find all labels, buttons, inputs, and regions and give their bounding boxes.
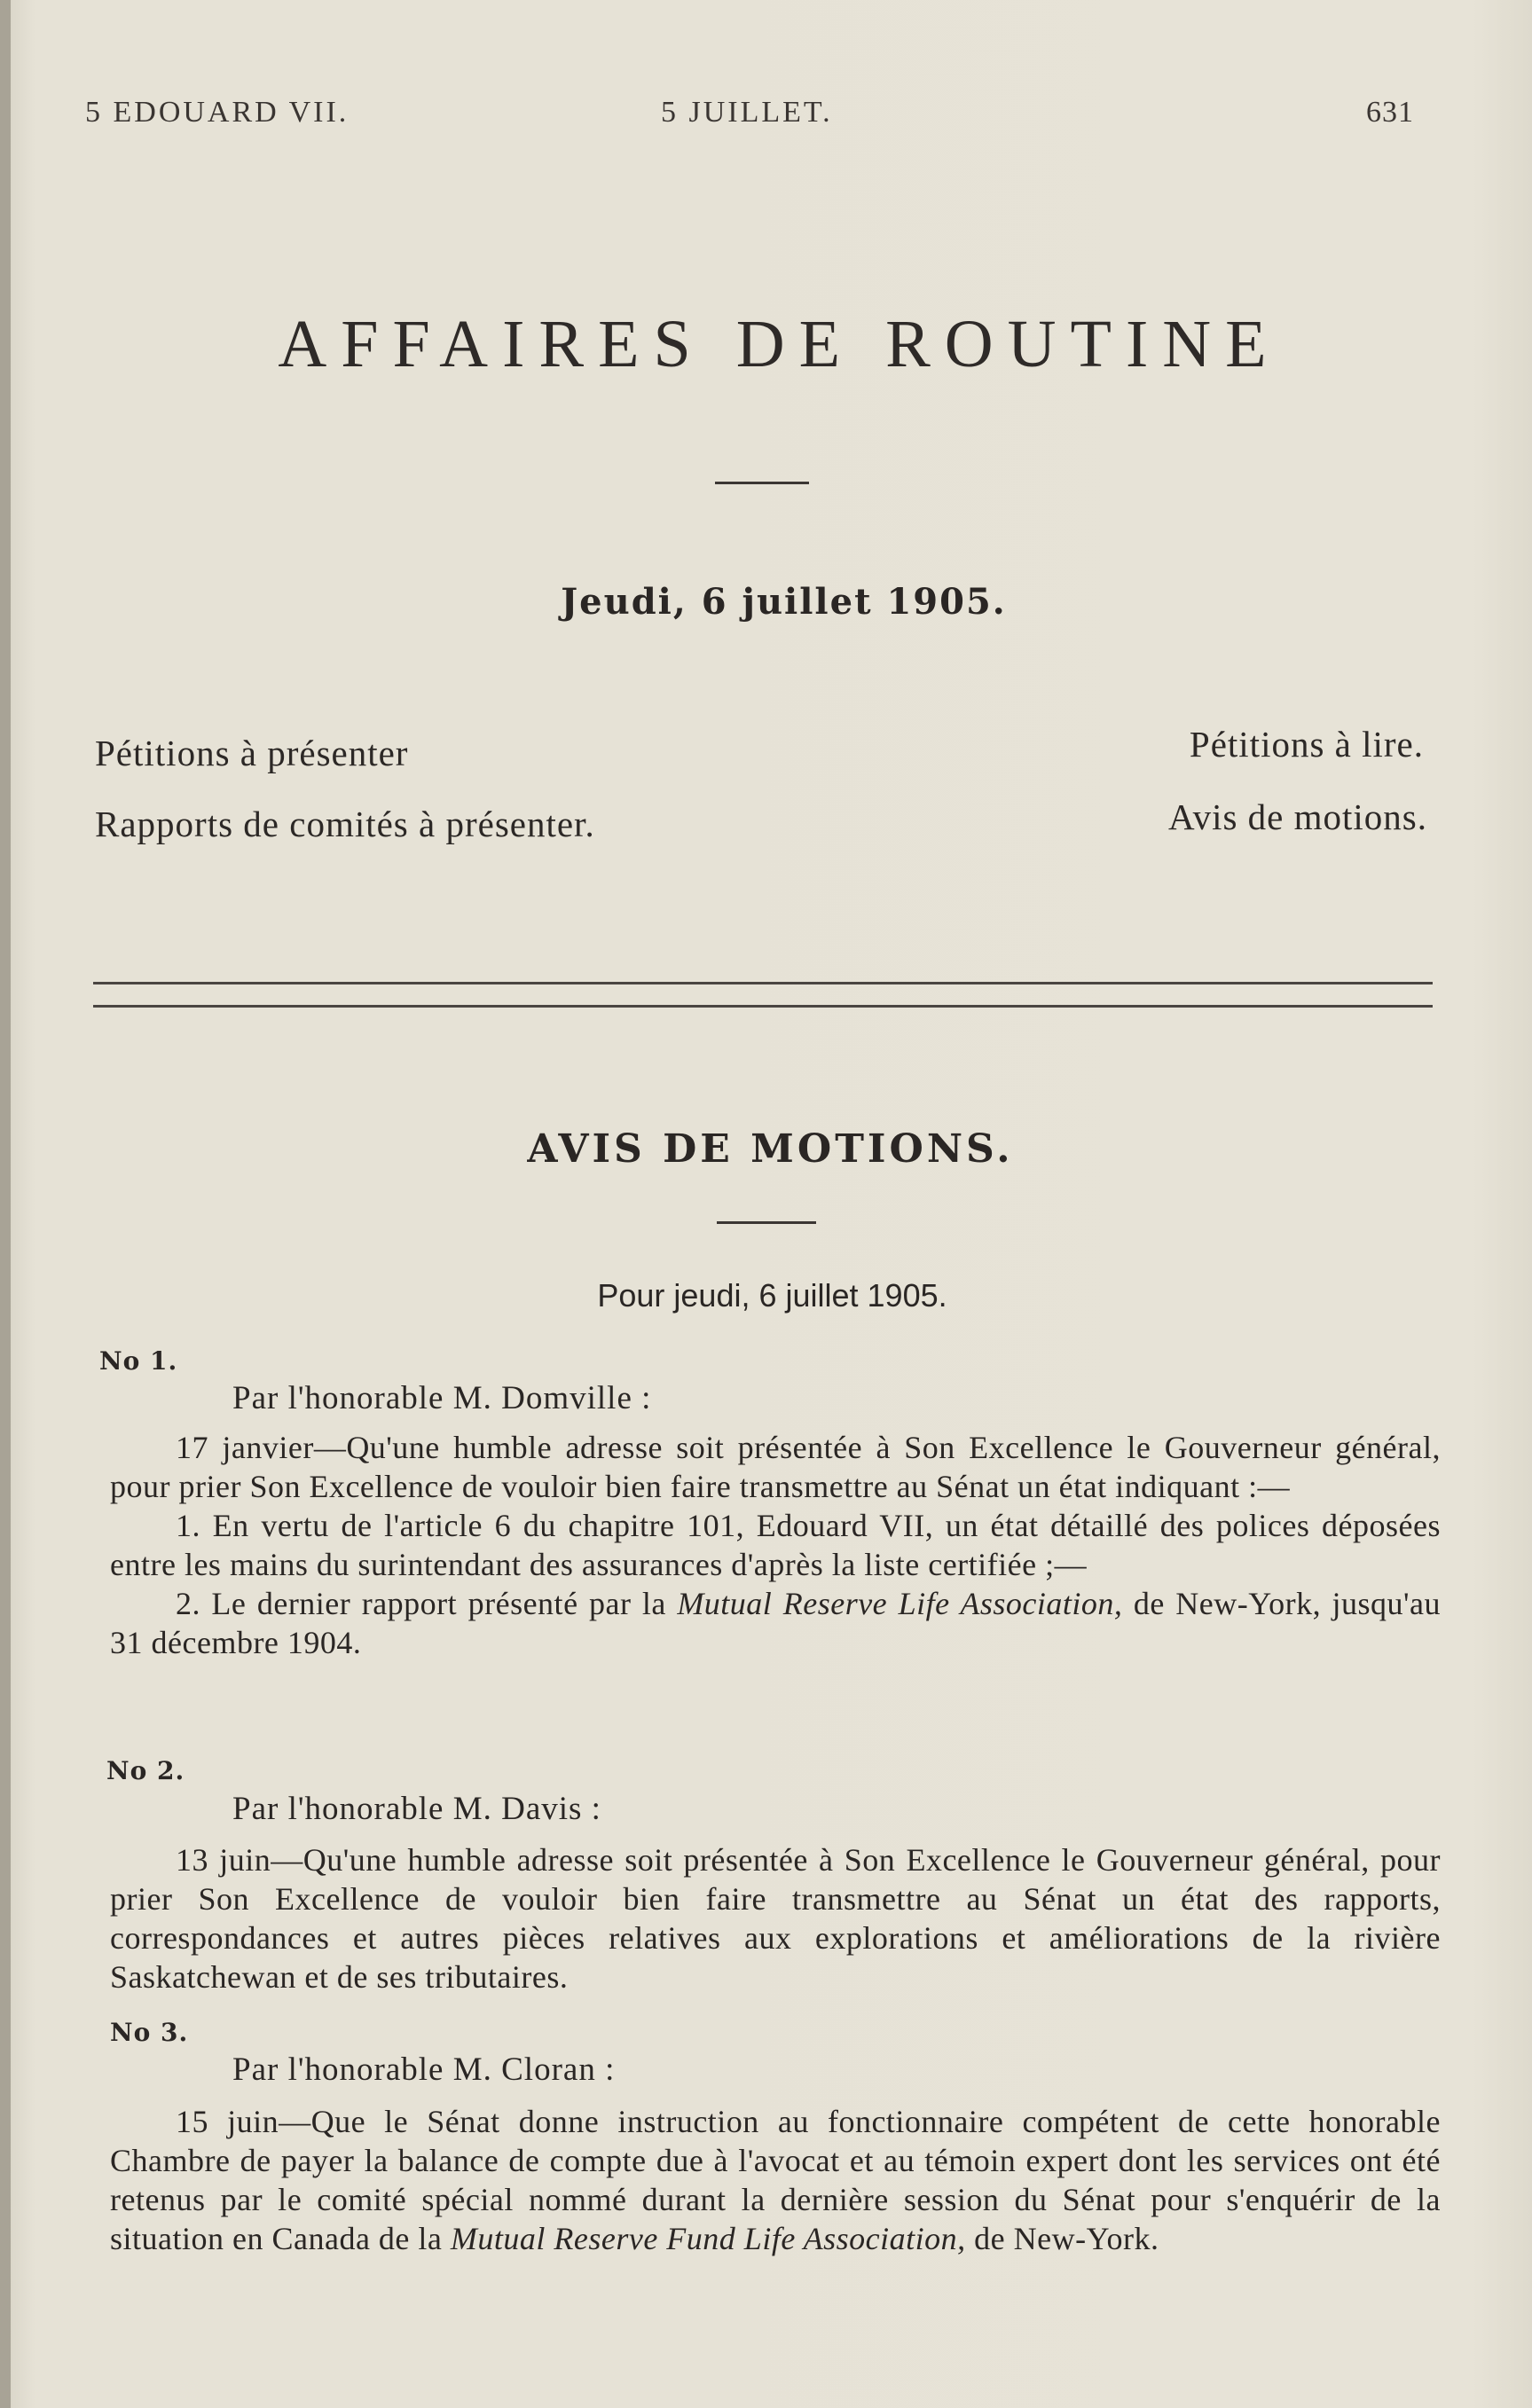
motion-paragraph: 17 janvier—Qu'une humble adresse soit présentée à Son Excellence le Gouverneur général, pour prier Son Excellence de vouloir bien faire transmettre au Sénat un état indiquant :— (110, 1430, 1441, 1504)
motion-number: No 3. (110, 2018, 189, 2047)
page-number: 631 (1366, 96, 1414, 129)
routine-item-petitions-read: Pétitions à lire. (1189, 724, 1424, 765)
text-run: 2. Le dernier rapport présenté par la (176, 1586, 678, 1621)
routine-item-petitions-present: Pétitions à présenter (95, 733, 409, 773)
motions-title: AVIS DE MOTIONS. (527, 1126, 1014, 1172)
title-divider (715, 482, 809, 484)
motion-paragraph: 13 juin—Qu'une humble adresse soit présentée à Son Excellence le Gouverneur général, pour prier Son Excellence de vouloir bien faire transmettre au Sénat un état des rapports, correspondances et autres pièces relatives aux explorations et améliorations de la rivière Saskatchewan et de ses tributaires. (110, 1842, 1441, 1995)
text-run: 15 juin—Que le Sénat donne instruction au fonctionnaire compétent de cette honorable Chambre de payer la balance de compte due à l'avocat et au témoin expert dont les services ont été retenus par le comité spécial nommé durant la dernière session du Sénat pour s'enquérir de la situation en Canada de la (110, 2104, 1441, 2256)
motion-number: No 2. (106, 1756, 185, 1785)
running-header-left: 5 EDOUARD VII. (85, 96, 350, 129)
motion-body (110, 1428, 1441, 1662)
motion-sponsor: Par l'honorable M. Davis : (232, 1791, 601, 1827)
motions-divider (717, 1221, 816, 1224)
motion-paragraph (110, 2102, 1441, 2258)
motion-paragraph: 1. En vertu de l'article 6 du chapitre 101, Edouard VII, un état détaillé des polices déposées entre les mains du surintendant des assurances d'après la liste certifiée ;— (110, 1508, 1441, 1582)
motion-paragraph (110, 1584, 1441, 1662)
motions-date: Pour jeudi, 6 juillet 1905. (597, 1277, 947, 1314)
text-run: de New-York. (965, 2221, 1159, 2256)
routine-item-reports-present: Rapports de comités à présenter. (95, 804, 595, 844)
section-double-rule-bottom (93, 1005, 1433, 1008)
motion-sponsor: Par l'honorable M. Cloran : (232, 2051, 616, 2088)
italic-organization-name: Mutual Reserve Life Association, (677, 1586, 1123, 1621)
date-heading: Jeudi, 6 juillet 1905. (561, 581, 1007, 623)
motion-body (110, 2102, 1441, 2258)
section-double-rule-top (93, 982, 1433, 984)
text-run: de New-York, jusqu'au 31 décembre 1904. (110, 1586, 1442, 1660)
italic-organization-name: Mutual Reserve Fund Life Association, (450, 2221, 966, 2256)
section-title: AFFAIRES DE ROUTINE (278, 307, 1281, 381)
routine-item-notices-motions: Avis de motions. (1168, 796, 1427, 837)
motion-sponsor: Par l'honorable M. Domville : (232, 1380, 652, 1416)
motion-number: No 1. (99, 1346, 178, 1376)
motion-body (110, 1840, 1441, 1996)
running-header-center: 5 JUILLET. (661, 96, 833, 129)
